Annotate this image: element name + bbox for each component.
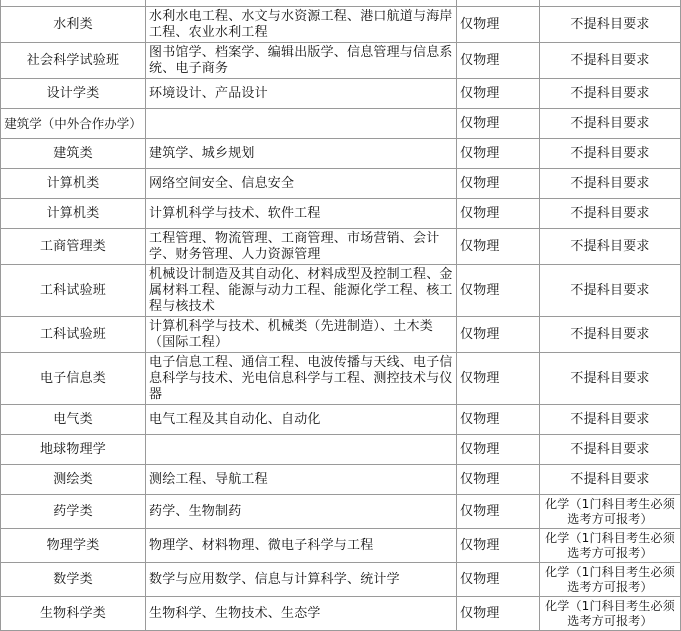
requirement-cell: 仅物理 [457,405,540,435]
optional-subject-cell: 化学（1门科目考生必须选考方可报考） [540,597,681,631]
table-row [1,43,681,79]
optional-subject-cell: 不提科目要求 [540,435,681,465]
table-row [1,465,681,495]
category-cell: 工商管理类 [1,229,146,265]
category-cell: 设计学类 [1,79,146,109]
category-cell: 计算机类 [1,199,146,229]
optional-subject-cell: 不提科目要求 [540,79,681,109]
requirement-cell: 仅物理 [457,199,540,229]
table-row [1,353,681,405]
requirement-cell: 仅物理 [457,563,540,597]
majors-cell: 建筑学、城乡规划 [146,139,457,169]
category-cell: 测绘类 [1,465,146,495]
majors-cell: 药学、生物制药 [146,495,457,529]
category-cell: 工科试验班 [1,265,146,317]
requirement-cell: 仅物理 [457,229,540,265]
category-cell: 计算机类 [1,169,146,199]
optional-subject-cell: 化学（1门科目考生必须选考方可报考） [540,563,681,597]
majors-cell: 数学与应用数学、信息与计算科学、统计学 [146,563,457,597]
optional-subject-cell: 不提科目要求 [540,169,681,199]
category-cell: 药学类 [1,495,146,529]
category-cell: 电子信息类 [1,353,146,405]
category-cell: 建筑类 [1,139,146,169]
category-cell: 电气类 [1,405,146,435]
optional-subject-cell: 不提科目要求 [540,405,681,435]
requirement-cell: 仅物理 [457,495,540,529]
table-row [1,169,681,199]
majors-cell: 测绘工程、导航工程 [146,465,457,495]
majors-cell: 工程管理、物流管理、工商管理、市场营销、会计学、财务管理、人力资源管理 [146,229,457,265]
majors-cell: 电子信息工程、通信工程、电波传播与天线、电子信息科学与技术、光电信息科学与工程、测控技术与仪器 [146,353,457,405]
table-row [1,199,681,229]
majors-cell: 物理学、材料物理、微电子科学与工程 [146,529,457,563]
majors-cell [146,109,457,139]
table-row [1,495,681,529]
table-row [1,139,681,169]
category-cell: 建筑学（中外合作办学） [1,109,146,139]
majors-cell: 网络空间安全、信息安全 [146,169,457,199]
majors-cell [146,435,457,465]
table-row [1,317,681,353]
optional-subject-cell: 不提科目要求 [540,199,681,229]
requirement-cell: 仅物理 [457,317,540,353]
optional-subject-cell: 不提科目要求 [540,317,681,353]
table-row [1,405,681,435]
majors-cell: 计算机科学与技术、机械类（先进制造）、土木类（国际工程） [146,317,457,353]
table-row [1,597,681,631]
optional-subject-cell: 不提科目要求 [540,229,681,265]
majors-cell: 生物科学、生物技术、生态学 [146,597,457,631]
table-row [1,563,681,597]
category-cell: 生物科学类 [1,597,146,631]
optional-subject-cell: 不提科目要求 [540,265,681,317]
optional-subject-cell: 不提科目要求 [540,465,681,495]
majors-cell: 环境设计、产品设计 [146,79,457,109]
majors-cell: 机械设计制造及其自动化、材料成型及控制工程、金属材料工程、能源与动力工程、能源化学工程、核工程与核技术 [146,265,457,317]
category-cell: 水利类 [1,7,146,43]
table-row [1,79,681,109]
majors-cell: 计算机科学与技术、软件工程 [146,199,457,229]
majors-cell: 水利水电工程、水文与水资源工程、港口航道与海岸工程、农业水利工程 [146,7,457,43]
category-cell: 社会科学试验班 [1,43,146,79]
category-cell: 数学类 [1,563,146,597]
requirement-cell: 仅物理 [457,7,540,43]
category-cell: 地球物理学 [1,435,146,465]
majors-cell: 电气工程及其自动化、自动化 [146,405,457,435]
requirement-cell: 仅物理 [457,597,540,631]
requirement-cell: 仅物理 [457,353,540,405]
requirement-cell: 仅物理 [457,529,540,563]
majors-cell: 图书馆学、档案学、编辑出版学、信息管理与信息系统、电子商务 [146,43,457,79]
optional-subject-cell: 不提科目要求 [540,353,681,405]
requirement-cell: 仅物理 [457,43,540,79]
optional-subject-cell: 化学（1门科目考生必须选考方可报考） [540,495,681,529]
table-row [1,7,681,43]
optional-subject-cell: 不提科目要求 [540,139,681,169]
table-row [1,229,681,265]
category-cell: 物理学类 [1,529,146,563]
table-row [1,265,681,317]
requirement-cell: 仅物理 [457,169,540,199]
requirement-cell: 仅物理 [457,79,540,109]
requirement-cell: 仅物理 [457,435,540,465]
optional-subject-cell: 化学（1门科目考生必须选考方可报考） [540,529,681,563]
category-cell: 工科试验班 [1,317,146,353]
requirement-cell: 仅物理 [457,265,540,317]
requirement-cell: 仅物理 [457,139,540,169]
optional-subject-cell: 不提科目要求 [540,7,681,43]
table-row [1,435,681,465]
optional-subject-cell: 不提科目要求 [540,109,681,139]
table-row [1,529,681,563]
optional-subject-cell: 不提科目要求 [540,43,681,79]
table-row [1,109,681,139]
requirement-cell: 仅物理 [457,465,540,495]
requirement-cell: 仅物理 [457,109,540,139]
